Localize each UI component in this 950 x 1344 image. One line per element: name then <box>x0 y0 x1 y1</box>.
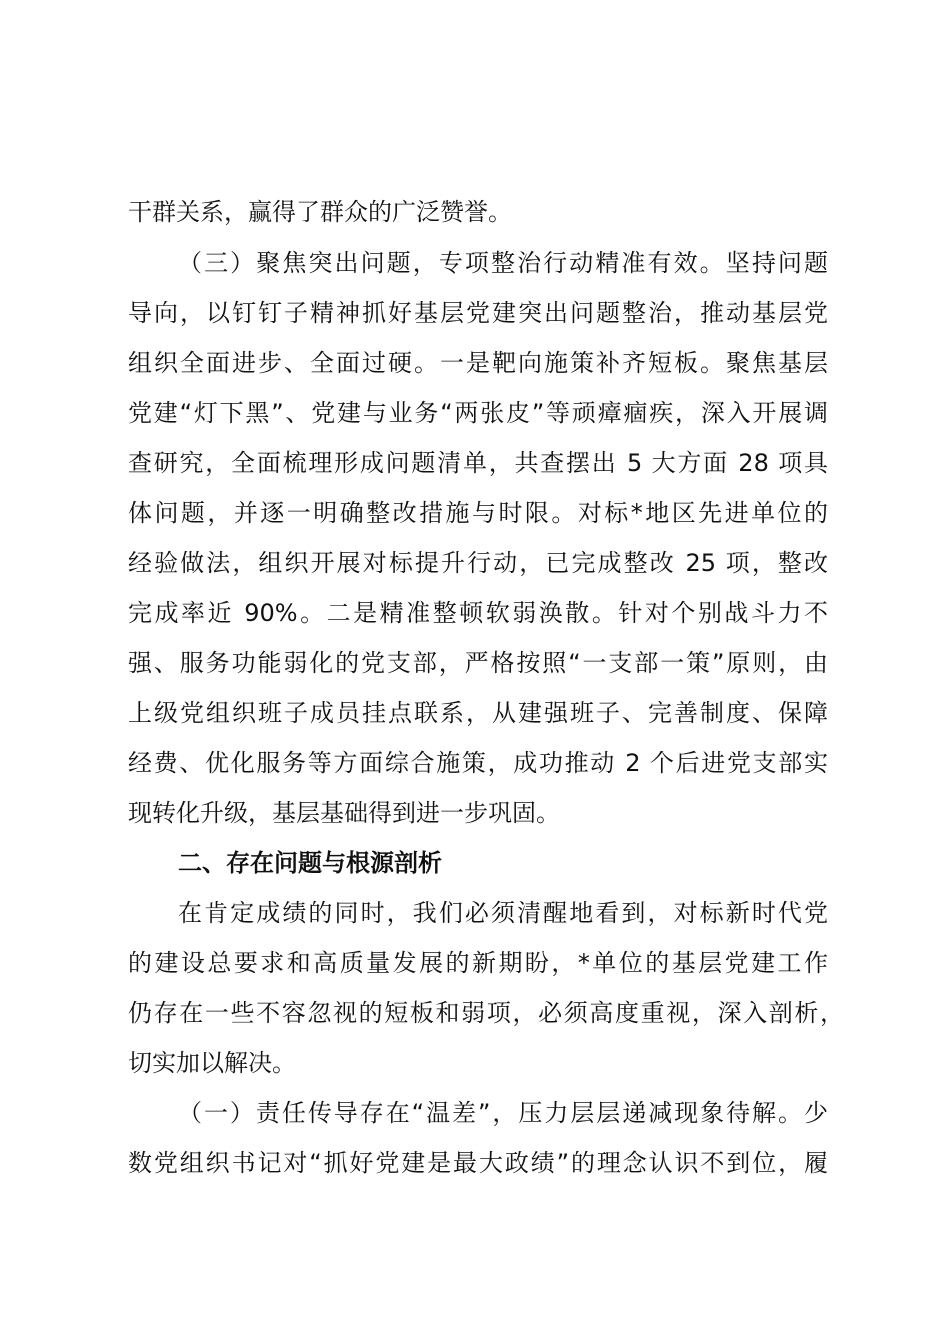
paragraph-line: 数党组织书记对“抓好党建是最大政绩”的理念认识不到位，履 <box>128 1149 828 1177</box>
subsection-heading-line: （三）聚焦突出问题，专项整治行动精准有效。坚持问题 <box>178 249 828 277</box>
section-heading: 二、存在问题与根源剖析 <box>178 849 442 877</box>
subsection-heading-line: （一）责任传导存在“温差”，压力层层递减现象待解。少 <box>178 1099 828 1127</box>
paragraph-line: 的建设总要求和高质量发展的新期盼，*单位的基层党建工作 <box>128 949 828 977</box>
paragraph-line: 上级党组织班子成员挂点联系，从建强班子、完善制度、保障 <box>128 699 828 727</box>
paragraph-line: 党建“灯下黑”、党建与业务“两张皮”等顽瘴痼疾，深入开展调 <box>128 399 828 427</box>
paragraph-line: 经费、优化服务等方面综合施策，成功推动 2 个后进党支部实 <box>128 749 828 777</box>
paragraph-line: 经验做法，组织开展对标提升行动，已完成整改 25 项，整改 <box>128 549 828 577</box>
paragraph-line: 强、服务功能弱化的党支部，严格按照“一支部一策”原则，由 <box>128 649 828 677</box>
paragraph-line: 干群关系，赢得了群众的广泛赞誉。 <box>128 198 512 226</box>
paragraph-line: 现转化升级，基层基础得到进一步巩固。 <box>128 799 560 827</box>
paragraph-line: 完成率近 90%。二是精准整顿软弱涣散。针对个别战斗力不 <box>128 599 828 627</box>
paragraph-line: 查研究，全面梳理形成问题清单，共查摆出 5 大方面 28 项具 <box>128 449 828 477</box>
paragraph-line: 组织全面进步、全面过硬。一是靶向施策补齐短板。聚焦基层 <box>128 349 828 377</box>
paragraph-line: 导向，以钉钉子精神抓好基层党建突出问题整治，推动基层党 <box>128 299 828 327</box>
paragraph-line: 仍存在一些不容忽视的短板和弱项，必须高度重视，深入剖析， <box>128 999 844 1027</box>
paragraph-line: 切实加以解决。 <box>128 1049 296 1077</box>
paragraph-line: 在肯定成绩的同时，我们必须清醒地看到，对标新时代党 <box>178 899 828 927</box>
paragraph-line: 体问题，并逐一明确整改措施与时限。对标*地区先进单位的 <box>128 499 828 527</box>
